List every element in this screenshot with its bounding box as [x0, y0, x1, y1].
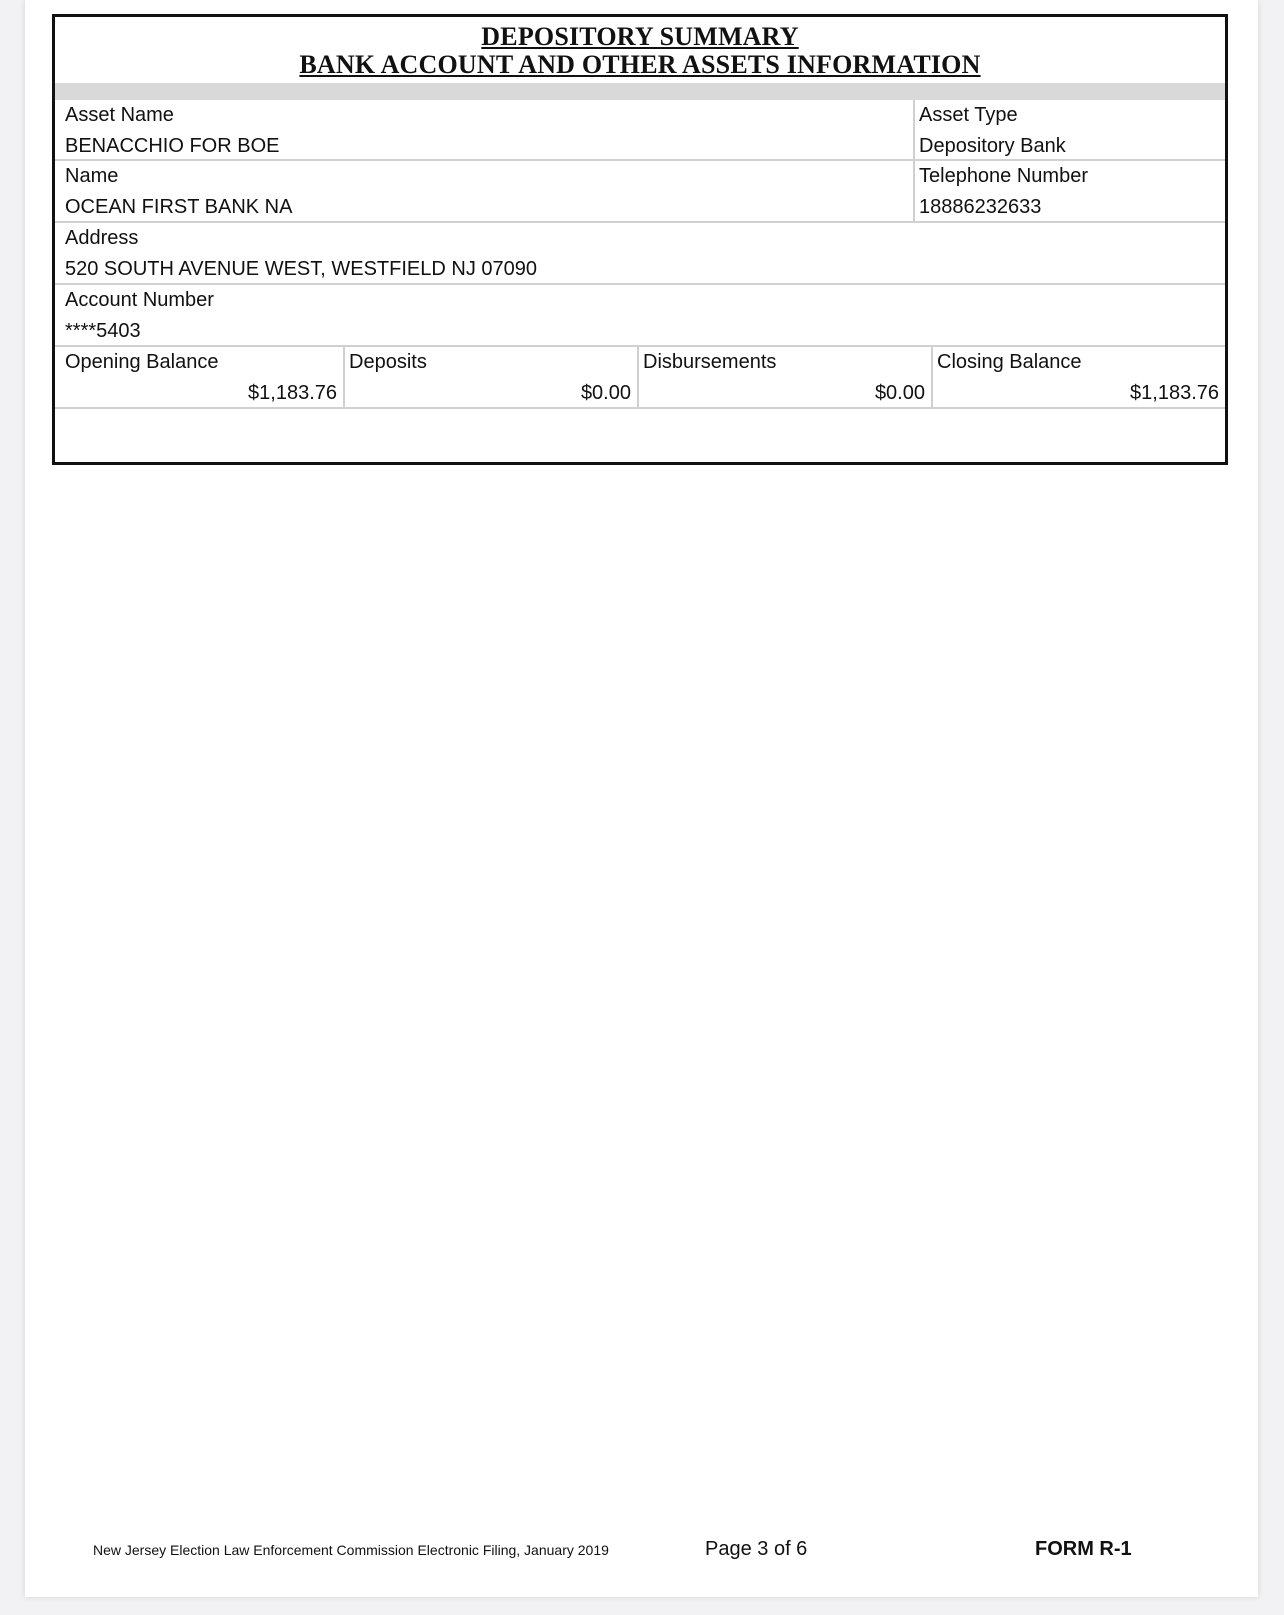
- footer-source: New Jersey Election Law Enforcement Commission Electronic Filing, January 2019: [93, 1542, 609, 1558]
- closing-balance-label: Closing Balance: [937, 351, 1082, 373]
- opening-balance-label: Opening Balance: [65, 351, 219, 373]
- address-label: Address: [65, 227, 139, 249]
- account-number-label: Account Number: [65, 289, 214, 311]
- account-number-value: ****5403: [65, 320, 141, 342]
- disbursements-label: Disbursements: [643, 351, 777, 373]
- asset-type-cell: [915, 100, 1225, 161]
- document-title: DEPOSITORY SUMMARY: [481, 22, 799, 51]
- account-number-cell: [55, 285, 1225, 347]
- depository-summary-box: [52, 14, 1228, 465]
- address-cell: [55, 223, 1225, 285]
- closing-balance-cell: [933, 347, 1225, 409]
- disbursements-cell: [639, 347, 933, 409]
- asset-type-label: Asset Type: [919, 104, 1018, 126]
- document-subtitle: BANK ACCOUNT AND OTHER ASSETS INFORMATION: [299, 50, 981, 79]
- asset-name-cell: [55, 100, 915, 161]
- document-page: [25, 0, 1258, 1597]
- opening-balance-value: $1,183.76: [248, 382, 337, 404]
- closing-balance-value: $1,183.76: [1130, 382, 1219, 404]
- telephone-label: Telephone Number: [919, 165, 1088, 187]
- header-divider-band: [55, 83, 1225, 100]
- deposits-label: Deposits: [349, 351, 427, 373]
- asset-name-value: BENACCHIO FOR BOE: [65, 135, 280, 157]
- disbursements-value: $0.00: [874, 382, 925, 404]
- deposits-value: $0.00: [580, 382, 631, 404]
- page-number: Page 3 of 6: [705, 1538, 808, 1560]
- bank-name-value: OCEAN FIRST BANK NA: [65, 196, 293, 218]
- bank-name-label: Name: [65, 165, 119, 187]
- deposits-cell: [345, 347, 639, 409]
- bank-name-cell: [55, 161, 915, 223]
- asset-type-value: Depository Bank: [919, 135, 1066, 157]
- form-id: FORM R-1: [1035, 1538, 1132, 1560]
- opening-balance-cell: [55, 347, 345, 409]
- telephone-cell: [915, 161, 1225, 223]
- address-value: 520 SOUTH AVENUE WEST, WESTFIELD NJ 07090: [65, 258, 537, 280]
- telephone-value: 18886232633: [919, 196, 1042, 218]
- asset-name-label: Asset Name: [65, 104, 174, 126]
